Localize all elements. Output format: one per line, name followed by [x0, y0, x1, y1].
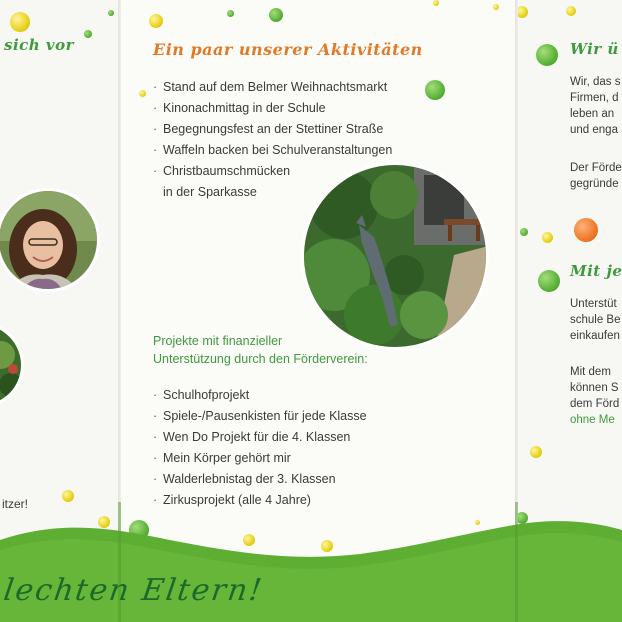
- activities-heading: Ein paar unserer Aktivitäten: [153, 40, 423, 59]
- decor-dot: [62, 490, 74, 502]
- text-line: Firmen, d: [570, 92, 619, 104]
- portrait-photo: [0, 188, 100, 292]
- project-item: · Zirkusprojekt (alle 4 Jahre): [153, 490, 367, 511]
- activity-item: · Stand auf dem Belmer Weihnachtsmarkt: [153, 77, 392, 98]
- text-line: Wir, das s: [570, 76, 621, 88]
- text-line: einkaufen: [570, 330, 620, 342]
- activity-item: · Kinonachmittag in der Schule: [153, 98, 392, 119]
- decor-dot: [520, 228, 528, 236]
- decor-dot: [530, 446, 542, 458]
- project-item: · Spiele-/Pausenkisten für jede Klasse: [153, 406, 367, 427]
- text-line: schule Be: [570, 314, 621, 326]
- right-paragraph-4: [570, 364, 619, 428]
- right-paragraph-3: [570, 296, 621, 344]
- garden-image-small: [0, 325, 24, 408]
- project-item: · Schulhofprojekt: [153, 385, 367, 406]
- decor-dot: [518, 6, 528, 18]
- garden-image: [304, 165, 489, 350]
- activity-item-continued: in der Sparkasse: [163, 185, 257, 199]
- footer-slogan: lechten Eltern!: [1, 573, 266, 608]
- right-heading-1: Wir ü: [570, 40, 619, 58]
- activity-item: · Begegnungsfest an der Stettiner Straße: [153, 119, 392, 140]
- decor-dot: [269, 8, 283, 22]
- right-paragraph-2: [570, 160, 622, 192]
- text-line: dem Förd: [570, 398, 620, 410]
- decor-dot: [574, 218, 598, 242]
- project-item: · Wen Do Projekt für die 4. Klassen: [153, 427, 367, 448]
- left-bottom-text: itzer!: [2, 497, 29, 511]
- decor-dot: [139, 90, 146, 97]
- projects-heading-line1: Projekte mit finanzieller: [153, 334, 283, 348]
- projects-list: [153, 385, 367, 511]
- decor-dot: [10, 12, 30, 32]
- decor-dot: [542, 232, 553, 243]
- left-heading: sich vor: [4, 36, 75, 54]
- project-item: · Walderlebnistag der 3. Klassen: [153, 469, 367, 490]
- decor-dot: [227, 10, 234, 17]
- project-item: · Mein Körper gehört mir: [153, 448, 367, 469]
- garden-photo: [301, 162, 489, 350]
- activity-item: · Christbaumschmücken: [153, 161, 392, 182]
- right-heading-2: Mit je: [570, 262, 622, 280]
- decor-dot: [538, 270, 560, 292]
- portrait-image: [0, 191, 100, 292]
- text-line: Unterstüt: [570, 298, 617, 310]
- projects-heading-line2: Unterstützung durch den Förderverein:: [153, 352, 368, 366]
- decor-dot: [566, 6, 576, 16]
- decor-dot: [149, 14, 163, 28]
- right-paragraph-1: [570, 74, 620, 138]
- decor-dot: [108, 10, 114, 16]
- text-line: Mit dem: [570, 366, 611, 378]
- text-line: und enga: [570, 124, 618, 136]
- text-line: Der Förde: [570, 162, 622, 174]
- text-line: gegründe: [570, 178, 619, 190]
- garden-photo-small: [0, 322, 24, 408]
- text-line: können S: [570, 382, 619, 394]
- text-line-green: ohne Me: [570, 414, 615, 426]
- decor-dot: [536, 44, 558, 66]
- decor-dot: [425, 80, 445, 100]
- decor-dot: [493, 4, 499, 10]
- decor-dot: [433, 0, 439, 6]
- activity-item: · Waffeln backen bei Schulveranstaltungen: [153, 140, 392, 161]
- text-line: leben an: [570, 108, 615, 120]
- decor-dot: [84, 30, 92, 38]
